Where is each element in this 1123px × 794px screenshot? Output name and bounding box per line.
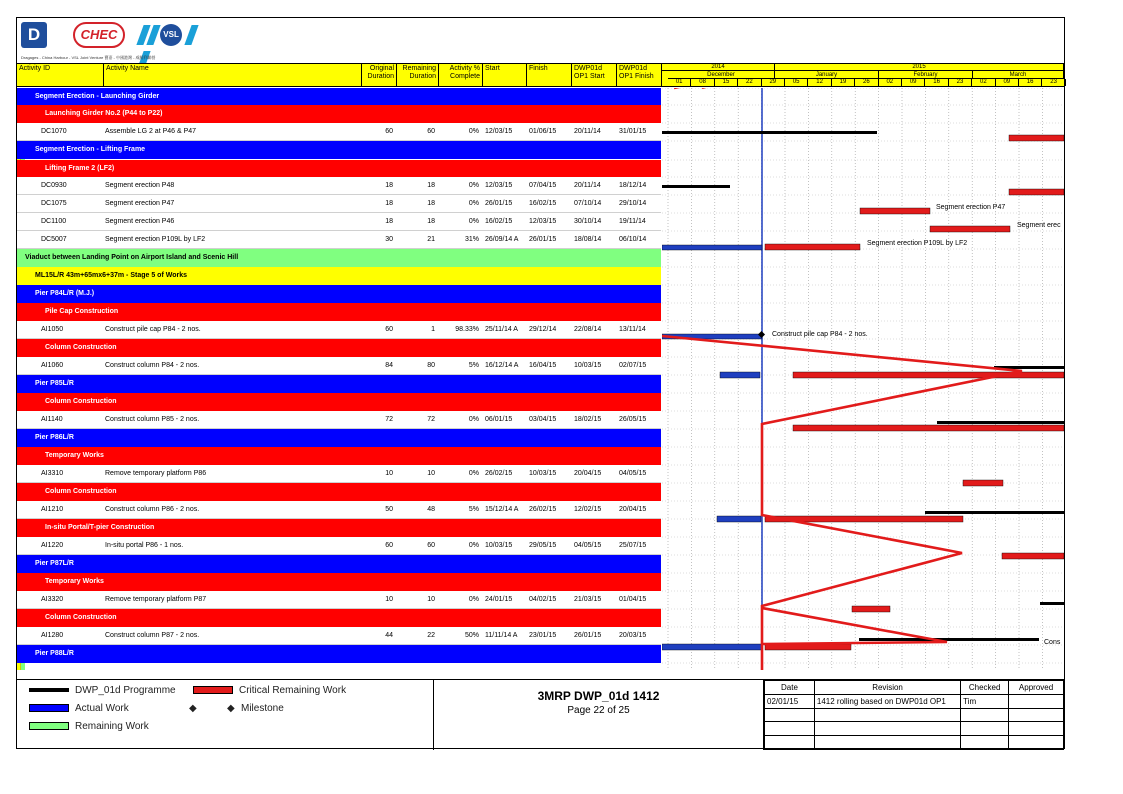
wbs-band-row[interactable] [17, 429, 661, 447]
activity-name-cell: Construct column P84 - 2 nos. [105, 362, 200, 369]
start-cell: 06/01/15 [485, 416, 513, 423]
rev-cell-empty [1009, 722, 1064, 736]
activity-id-cell: DC0930 [41, 182, 67, 189]
original-duration-cell: 60 [385, 326, 393, 333]
finish-cell: 10/03/15 [529, 470, 557, 477]
critical-bar [852, 606, 890, 612]
remaining-duration-cell: 10 [427, 596, 435, 603]
rev-cell-empty [814, 722, 960, 736]
chec-logo: CHEC [73, 22, 125, 48]
original-duration-cell: 60 [385, 542, 393, 549]
wbs-band-row[interactable] [17, 609, 661, 627]
rev-cell-empty [1009, 708, 1064, 722]
col-header-activity-complete[interactable]: Activity % Complete [439, 64, 483, 86]
finish-cell: 04/02/15 [529, 596, 557, 603]
start-cell: 12/03/15 [485, 128, 513, 135]
rev-cell-approved [1009, 694, 1064, 708]
op1-finish-cell: 01/04/15 [619, 596, 647, 603]
logo-area [17, 18, 661, 63]
rev-cell-empty [765, 722, 815, 736]
original-duration-cell: 10 [385, 470, 393, 477]
activity-id-cell: AI3310 [41, 470, 64, 477]
col-header-remaining-duration[interactable]: Remaining Duration [397, 64, 439, 86]
actual-bar [662, 644, 762, 650]
remaining-duration-cell: 22 [427, 632, 435, 639]
programme-bar [1040, 602, 1064, 605]
wbs-band-row[interactable] [17, 267, 661, 285]
activity-id-cell: AI1050 [41, 326, 64, 333]
remaining-duration-cell: 80 [427, 362, 435, 369]
start-cell: 24/01/15 [485, 596, 513, 603]
rev-header-approved: Approved [1009, 681, 1064, 695]
col-header-finish[interactable]: Finish [527, 64, 572, 86]
activity-name-cell: Segment erection P46 [105, 218, 175, 225]
wbs-band-row[interactable] [17, 573, 661, 591]
activity-row[interactable] [17, 195, 661, 213]
finish-cell: 07/04/15 [529, 182, 557, 189]
rev-header-revision: Revision [814, 681, 960, 695]
activity-row[interactable] [17, 123, 661, 141]
timeline-week: 16 [1019, 79, 1042, 86]
op1-finish-cell: 13/11/14 [619, 326, 646, 333]
finish-cell: 12/03/15 [529, 218, 557, 225]
op1-finish-cell: 25/07/15 [619, 542, 647, 549]
vsl-circle-icon: VSL [160, 24, 182, 46]
activity-row[interactable] [17, 357, 661, 375]
timeline-week: 19 [832, 79, 855, 86]
bar-label: Segment erec [1017, 222, 1061, 229]
footer [17, 679, 1064, 749]
percent-complete-cell: 0% [468, 596, 479, 603]
activity-id-cell: AI1280 [41, 632, 64, 639]
wbs-band-label: Pile Cap Construction [45, 308, 119, 315]
gantt-chart [662, 88, 1064, 670]
wbs-band-label: ML15L/R 43m+65mx6+37m - Stage 5 of Works [35, 272, 187, 279]
bar-label: Construct pile cap P84 - 2 nos. [772, 331, 868, 338]
original-duration-cell: 72 [385, 416, 393, 423]
op1-start-cell: 18/08/14 [574, 236, 602, 243]
wbs-band-label: Segment Erection - Lifting Frame [35, 146, 146, 153]
critical-bar [963, 480, 1003, 486]
wbs-band-label: Pier P88L/R [35, 650, 74, 657]
op1-finish-cell: 19/11/14 [619, 218, 646, 225]
activity-id-cell: AI1210 [41, 506, 64, 513]
activity-name-cell: Segment erection P47 [105, 200, 175, 207]
timeline-week: 01 [668, 79, 691, 86]
start-cell: 25/11/14 A [485, 326, 518, 333]
diamond-icon: ◆ [227, 703, 235, 714]
col-header-activity-name[interactable]: Activity Name [104, 64, 362, 86]
timeline-week: 29 [762, 79, 785, 86]
wbs-band-row[interactable] [17, 375, 661, 393]
wbs-band-label: Column Construction [45, 614, 117, 621]
title-block [433, 680, 764, 750]
wbs-band-row[interactable] [17, 285, 661, 303]
start-cell: 26/09/14 A [485, 236, 519, 243]
start-cell: 16/02/15 [485, 218, 513, 225]
start-cell: 15/12/14 A [485, 506, 519, 513]
activity-name-cell: In-situ portal P86 - 1 nos. [105, 542, 184, 549]
finish-cell: 16/04/15 [529, 362, 557, 369]
activity-name-cell: Segment erection P109L by LF2 [105, 236, 206, 243]
remaining-duration-cell: 1 [431, 326, 435, 333]
logo-caption: Dragages - China Harbour - VSL Joint Venture 寶嘉 - 中國港灣 - 威勝利聯營 [21, 55, 156, 60]
col-header-op1-finish[interactable]: DWP01d OP1 Finish [617, 64, 662, 86]
rev-cell-empty [961, 708, 1009, 722]
actual-bar [720, 372, 760, 378]
legend-remaining-label: Remaining Work [75, 721, 149, 732]
wbs-band-label: Column Construction [45, 344, 117, 351]
op1-finish-cell: 26/05/15 [619, 416, 647, 423]
wbs-band-label: Column Construction [45, 488, 117, 495]
dragages-logo: D [21, 22, 47, 48]
wbs-band-row[interactable] [17, 88, 661, 106]
timeline-week: 09 [996, 79, 1019, 86]
diamond-icon: ◆ [189, 703, 197, 714]
timeline-year: 2015 [775, 64, 1064, 71]
wbs-band-row[interactable] [17, 555, 661, 573]
remaining-duration-cell: 18 [427, 182, 435, 189]
timeline-week: 02 [972, 79, 995, 86]
remaining-duration-cell: 60 [427, 542, 435, 549]
activity-row[interactable] [17, 591, 661, 609]
timeline-week: 23 [949, 79, 972, 86]
critical-bar [1002, 553, 1064, 559]
revision-table [764, 680, 1064, 750]
col-header-activity-id[interactable]: Activity ID [17, 64, 104, 86]
op1-finish-cell: 20/03/15 [619, 632, 647, 639]
activity-name-cell: Construct pile cap P84 - 2 nos. [105, 326, 201, 333]
original-duration-cell: 44 [385, 632, 393, 639]
rev-cell-revision: 1412 rolling based on DWP01d OP1 [814, 694, 960, 708]
op1-start-cell: 26/01/15 [574, 632, 602, 639]
bar-label: Segment erection P109L by LF2 [867, 240, 968, 247]
finish-cell: 29/05/15 [529, 542, 557, 549]
wbs-band-label: Viaduct between Landing Point on Airport Island and Scenic Hill [25, 254, 239, 261]
critical-bar [930, 226, 1010, 232]
op1-finish-cell: 20/04/15 [619, 506, 647, 513]
op1-start-cell: 20/04/15 [574, 470, 602, 477]
timeline-week: 23 [1042, 79, 1065, 86]
original-duration-cell: 18 [385, 200, 393, 207]
wbs-band-row[interactable] [17, 160, 661, 178]
wbs-band-row[interactable] [17, 519, 661, 537]
finish-cell: 26/02/15 [529, 506, 557, 513]
gantt-header [17, 63, 1064, 87]
rev-cell-checked: Tim [961, 694, 1009, 708]
op1-start-cell: 04/05/15 [574, 542, 602, 549]
percent-complete-cell: 98.33% [455, 326, 479, 333]
start-cell: 16/12/14 A [485, 362, 519, 369]
finish-cell: 03/04/15 [529, 416, 557, 423]
timeline-week: 22 [738, 79, 761, 86]
timeline-week: 16 [925, 79, 948, 86]
timeline-week: 15 [715, 79, 738, 86]
legend-critical-swatch [193, 686, 233, 694]
wbs-band-row[interactable] [17, 105, 661, 123]
timeline-month: February [879, 71, 973, 79]
percent-complete-cell: 0% [468, 182, 479, 189]
op1-finish-cell: 02/07/15 [619, 362, 647, 369]
activity-row[interactable] [17, 231, 661, 249]
activity-id-cell: DC1070 [41, 128, 67, 135]
actual-bar [717, 516, 761, 522]
remaining-duration-cell: 21 [427, 236, 435, 243]
programme-bar [662, 185, 730, 188]
timeline-week: 08 [691, 79, 714, 86]
bar-label: Cons [1044, 639, 1061, 646]
legend-programme-swatch [29, 688, 69, 692]
activity-id-cell: DC5007 [41, 236, 67, 243]
rev-cell-empty [961, 736, 1009, 750]
programme-bar [937, 421, 1064, 424]
timeline-week: 02 [879, 79, 902, 86]
remaining-duration-cell: 72 [427, 416, 435, 423]
wbs-band-row[interactable] [17, 483, 661, 501]
wbs-band-row[interactable] [17, 141, 661, 159]
activity-name-cell: Segment erection P48 [105, 182, 175, 189]
activity-name-cell: Remove temporary platform P87 [105, 596, 207, 603]
remaining-duration-cell: 18 [427, 218, 435, 225]
percent-complete-cell: 5% [468, 506, 479, 513]
programme-bar [925, 511, 1064, 514]
timeline-month: March [973, 71, 1064, 79]
wbs-band-label: Lifting Frame 2 (LF2) [45, 165, 115, 172]
legend-programme-label: DWP_01d Programme [75, 685, 176, 696]
op1-start-cell: 18/02/15 [574, 416, 602, 423]
activity-id-cell: AI1140 [41, 416, 63, 423]
programme-bar [662, 131, 877, 134]
actual-bar [662, 245, 762, 250]
vsl-slash-icon [184, 25, 198, 45]
original-duration-cell: 50 [385, 506, 393, 513]
percent-complete-cell: 0% [468, 416, 479, 423]
col-header-original-duration[interactable]: Original Duration [362, 64, 397, 86]
remaining-duration-cell: 60 [427, 128, 435, 135]
critical-bar [793, 425, 1064, 431]
activity-name-cell: Construct column P87 - 2 nos. [105, 632, 200, 639]
activity-row[interactable] [17, 537, 661, 555]
activity-table [17, 88, 661, 670]
op1-start-cell: 20/11/14 [574, 182, 601, 189]
finish-cell: 16/02/15 [529, 200, 557, 207]
wbs-band-label: Segment Erection - Launching Girder [35, 93, 160, 100]
wbs-band-row[interactable] [17, 447, 661, 465]
timeline-week: 09 [902, 79, 925, 86]
wbs-band-row[interactable] [17, 303, 661, 321]
percent-complete-cell: 0% [468, 542, 479, 549]
activity-row[interactable] [17, 465, 661, 483]
timeline-week: 05 [785, 79, 808, 86]
wbs-band-label: Launching Girder No.2 (P44 to P22) [45, 110, 163, 117]
start-cell: 10/03/15 [485, 542, 513, 549]
percent-complete-cell: 0% [468, 200, 479, 207]
timeline-week: 12 [808, 79, 831, 86]
timeline-month: December [668, 71, 775, 79]
gantt-svg [662, 88, 1064, 670]
rev-cell-empty [814, 736, 960, 750]
critical-bar [1009, 189, 1064, 195]
legend-actual-swatch [29, 704, 69, 712]
activity-id-cell: AI3320 [41, 596, 64, 603]
remaining-duration-cell: 48 [427, 506, 435, 513]
activity-row[interactable] [17, 501, 661, 519]
critical-bar [793, 372, 1064, 378]
rev-header-checked: Checked [961, 681, 1009, 695]
activity-id-cell: DC1075 [41, 200, 67, 207]
original-duration-cell: 18 [385, 218, 393, 225]
op1-start-cell: 12/02/15 [574, 506, 602, 513]
wbs-band-label: In-situ Portal/T-pier Construction [45, 524, 155, 531]
original-duration-cell: 60 [385, 128, 393, 135]
wbs-band-row[interactable] [17, 339, 661, 357]
wbs-band-label: Temporary Works [45, 452, 104, 459]
activity-row[interactable] [17, 321, 661, 339]
programme-bar [859, 638, 1039, 641]
wbs-band-label: Column Construction [45, 398, 117, 405]
finish-cell: 29/12/14 [529, 326, 557, 333]
wbs-band-label: Temporary Works [45, 578, 104, 585]
op1-finish-cell: 18/12/14 [619, 182, 647, 189]
critical-bar [765, 244, 860, 250]
rev-cell-date: 02/01/15 [765, 694, 815, 708]
rev-cell-empty [765, 736, 815, 750]
page-number: Page 22 of 25 [567, 705, 630, 716]
remaining-duration-cell: 18 [427, 200, 435, 207]
finish-cell: 26/01/15 [529, 236, 557, 243]
op1-finish-cell: 04/05/15 [619, 470, 647, 477]
rev-header-date: Date [765, 681, 815, 695]
critical-path-line [662, 336, 1022, 670]
rev-cell-empty [1009, 736, 1064, 750]
op1-finish-cell: 06/10/14 [619, 236, 647, 243]
wbs-band-label: Pier P86L/R [35, 434, 74, 441]
percent-complete-cell: 0% [468, 218, 479, 225]
activity-row[interactable] [17, 627, 661, 645]
activity-row[interactable] [17, 177, 661, 195]
start-cell: 11/11/14 A [485, 632, 518, 639]
activity-name-cell: Assemble LG 2 at P46 & P47 [105, 128, 197, 135]
op1-start-cell: 21/03/15 [574, 596, 602, 603]
timeline-year: 2014 [662, 64, 775, 71]
op1-start-cell: 22/08/14 [574, 326, 602, 333]
original-duration-cell: 30 [385, 236, 393, 243]
rev-cell-empty [961, 722, 1009, 736]
activity-row[interactable] [17, 213, 661, 231]
op1-start-cell: 10/03/15 [574, 362, 602, 369]
percent-complete-cell: 31% [464, 236, 479, 243]
wbs-band-row[interactable] [17, 249, 661, 267]
legend-remaining-swatch [29, 722, 69, 730]
finish-cell: 23/01/15 [529, 632, 557, 639]
op1-start-cell: 20/11/14 [574, 128, 601, 135]
bar-label: Segment erection P47 [936, 204, 1006, 211]
activity-name-cell: Remove temporary platform P86 [105, 470, 207, 477]
timeline-week: 26 [855, 79, 878, 86]
activity-id-cell: DC1100 [41, 218, 67, 225]
start-cell: 12/03/15 [485, 182, 513, 189]
critical-bar [860, 208, 930, 214]
percent-complete-cell: 5% [468, 362, 479, 369]
vsl-logo [137, 22, 203, 48]
wbs-band-label: Pier P84L/R (M.J.) [35, 290, 95, 297]
rev-cell-empty [814, 708, 960, 722]
col-header-start[interactable]: Start [483, 64, 527, 86]
op1-start-cell: 30/10/14 [574, 218, 602, 225]
original-duration-cell: 18 [385, 182, 393, 189]
percent-complete-cell: 0% [468, 470, 479, 477]
percent-complete-cell: 0% [468, 128, 479, 135]
wbs-band-label: Pier P87L/R [35, 560, 74, 567]
legend-critical-label: Critical Remaining Work [239, 685, 347, 696]
start-cell: 26/01/15 [485, 200, 513, 207]
remaining-duration-cell: 10 [427, 470, 435, 477]
critical-bar [1009, 135, 1064, 141]
start-cell: 26/02/15 [485, 470, 513, 477]
activity-id-cell: AI1060 [41, 362, 64, 369]
op1-finish-cell: 29/10/14 [619, 200, 647, 207]
col-header-op1-start[interactable]: DWP01d OP1 Start [572, 64, 617, 86]
timeline-month: January [775, 71, 879, 79]
legend-actual-label: Actual Work [75, 703, 129, 714]
timeline-header [662, 64, 1064, 86]
wbs-band-row[interactable] [17, 393, 661, 411]
activity-name-cell: Construct column P86 - 2 nos. [105, 506, 200, 513]
wbs-band-label: Pier P85L/R [35, 380, 74, 387]
document-title: 3MRP DWP_01d 1412 [537, 689, 660, 703]
activity-id-cell: AI1220 [41, 542, 64, 549]
legend-milestone-label: Milestone [241, 703, 284, 714]
op1-start-cell: 07/10/14 [574, 200, 602, 207]
op1-finish-cell: 31/01/15 [619, 128, 647, 135]
finish-cell: 01/06/15 [529, 128, 557, 135]
original-duration-cell: 84 [385, 362, 393, 369]
wbs-band-row[interactable] [17, 645, 661, 663]
percent-complete-cell: 50% [464, 632, 479, 639]
rev-cell-empty [765, 708, 815, 722]
original-duration-cell: 10 [385, 596, 393, 603]
activity-name-cell: Construct column P85 - 2 nos. [105, 416, 200, 423]
activity-row[interactable] [17, 411, 661, 429]
